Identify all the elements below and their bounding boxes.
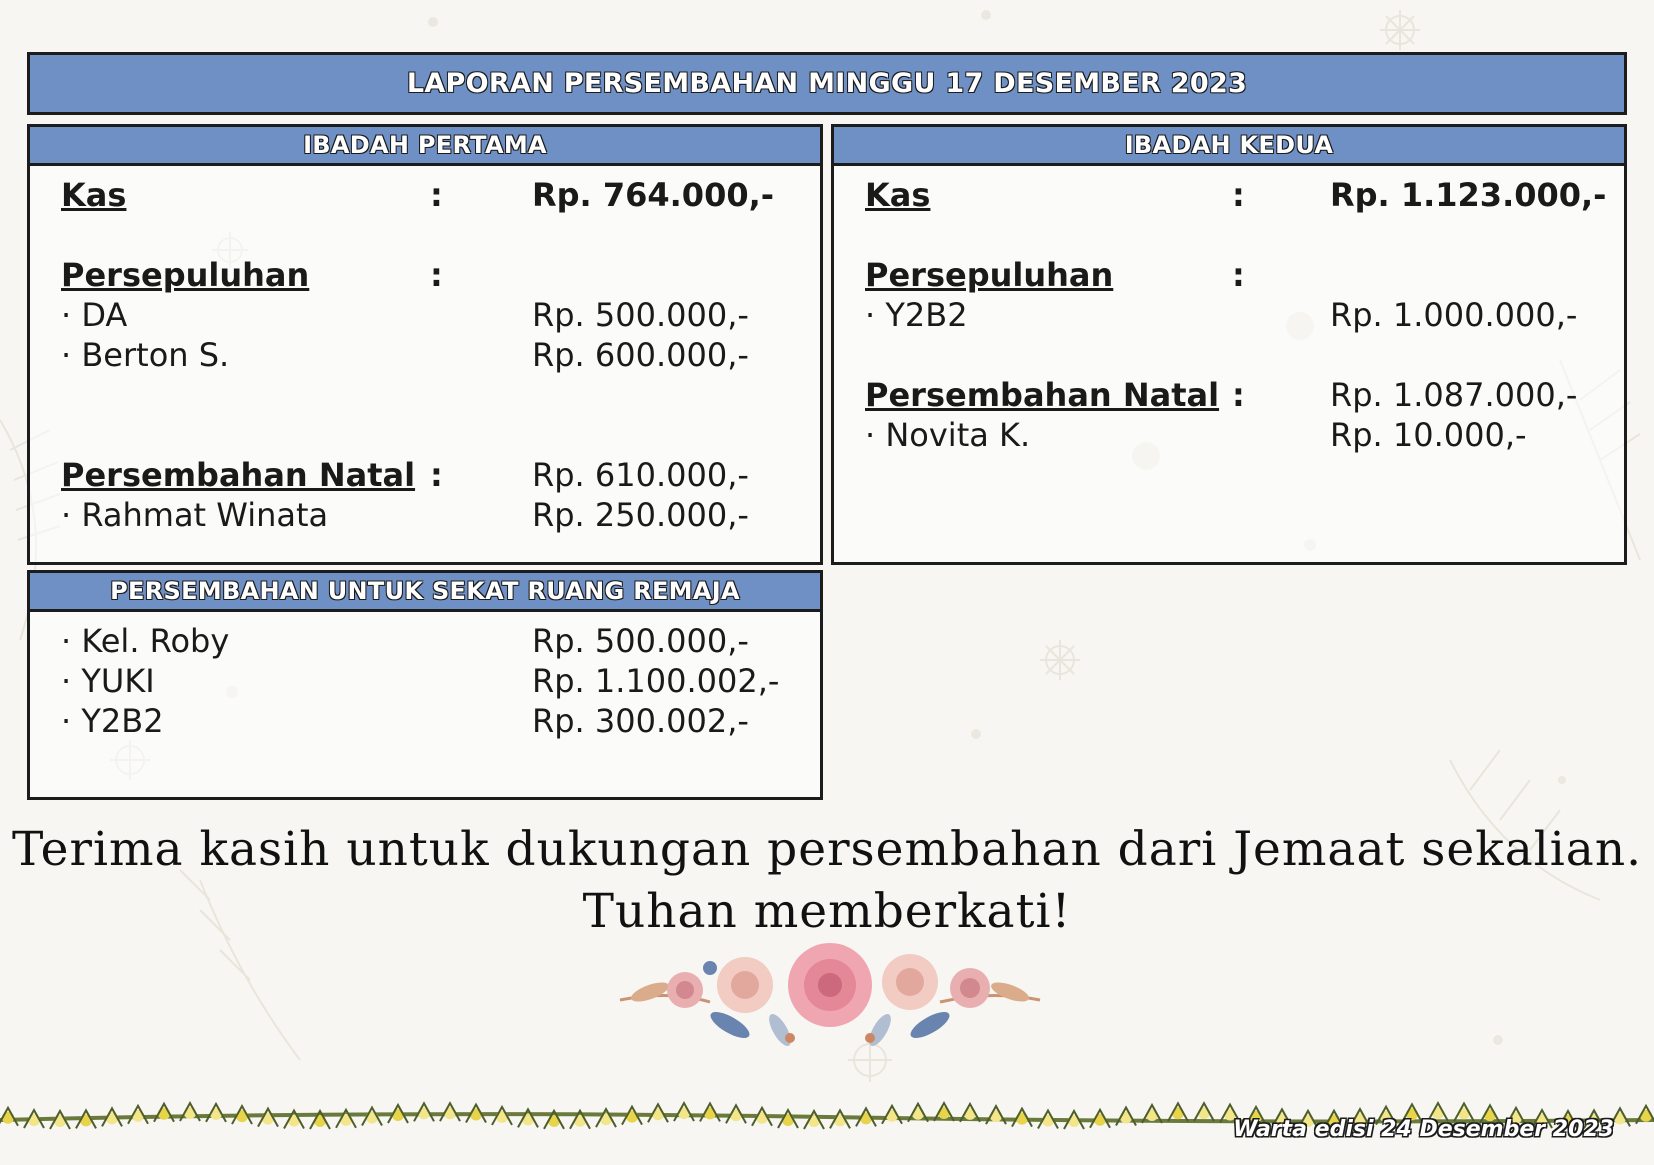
ibadah-kedua-header: IBADAH KEDUA	[834, 127, 1624, 166]
sekat-ruang-remaja-panel	[27, 570, 823, 800]
kas-amount: Rp. 1.123.000,-	[1330, 176, 1607, 214]
persepuluhan-label: Persepuluhan	[61, 256, 310, 294]
colon: :	[430, 456, 443, 494]
list-item-name: · Y2B2	[61, 702, 164, 740]
ibadah-kedua-panel	[831, 124, 1627, 565]
list-item-amount: Rp. 1.000.000,-	[1330, 296, 1578, 334]
thanks-line-2: Tuhan memberkati!	[582, 884, 1072, 939]
list-item-amount: Rp. 250.000,-	[532, 496, 749, 534]
kas-amount: Rp. 764.000,-	[532, 176, 775, 214]
list-item-name: · DA	[61, 296, 128, 334]
list-item-amount: Rp. 500.000,-	[532, 296, 749, 334]
sekat-header: PERSEMBAHAN UNTUK SEKAT RUANG REMAJA	[30, 573, 820, 612]
edition-label: Warta edisi 24 Desember 2023	[1233, 1117, 1614, 1142]
list-item-name: · Berton S.	[61, 336, 230, 374]
colon: :	[430, 256, 443, 294]
title-bar	[27, 52, 1627, 115]
persembahan-natal-label: Persembahan Natal	[865, 376, 1220, 414]
persepuluhan-label: Persepuluhan	[865, 256, 1114, 294]
floral-decoration	[610, 930, 1050, 1060]
colon: :	[1232, 176, 1245, 214]
report-title: LAPORAN PERSEMBAHAN MINGGU 17 DESEMBER 2023	[30, 55, 1624, 112]
kas-label: Kas	[865, 176, 931, 214]
ibadah-pertama-panel	[27, 124, 823, 565]
list-item-name: · Y2B2	[865, 296, 968, 334]
colon: :	[430, 176, 443, 214]
list-item-amount: Rp. 500.000,-	[532, 622, 749, 660]
list-item-name: · YUKI	[61, 662, 155, 700]
list-item-amount: Rp. 300.002,-	[532, 702, 749, 740]
list-item-name: · Rahmat Winata	[61, 496, 329, 534]
kas-label: Kas	[61, 176, 127, 214]
natal-amount: Rp. 1.087.000,-	[1330, 376, 1578, 414]
persembahan-natal-label: Persembahan Natal	[61, 456, 416, 494]
colon: :	[1232, 256, 1245, 294]
list-item-amount: Rp. 1.100.002,-	[532, 662, 780, 700]
list-item-name: · Kel. Roby	[61, 622, 230, 660]
colon: :	[1232, 376, 1245, 414]
list-item-name: · Novita K.	[865, 416, 1031, 454]
ibadah-pertama-header: IBADAH PERTAMA	[30, 127, 820, 166]
list-item-amount: Rp. 600.000,-	[532, 336, 749, 374]
natal-amount: Rp. 610.000,-	[532, 456, 749, 494]
list-item-amount: Rp. 10.000,-	[1330, 416, 1527, 454]
thanks-line-1: Terima kasih untuk dukungan persembahan dari Jemaat sekalian.	[11, 822, 1643, 877]
